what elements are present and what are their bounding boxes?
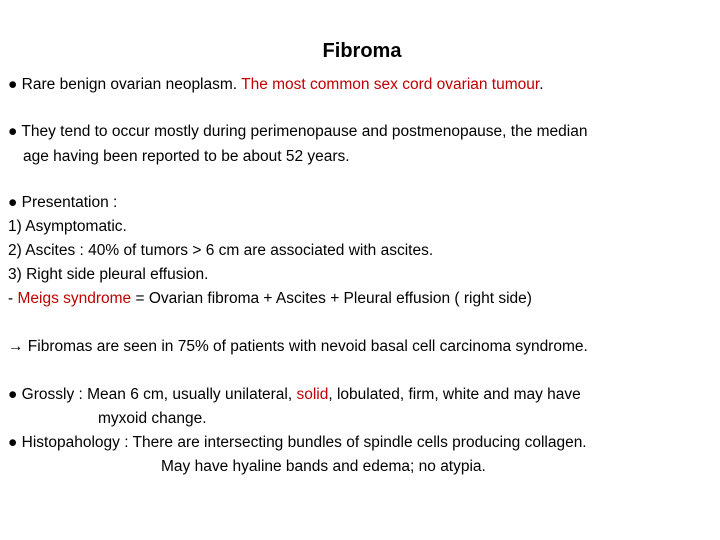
histo-line-2: May have hyaline bands and edema; no atypia. [161,458,486,475]
presentation-item-2: 2) Ascites : 40% of tumors > 6 cm are associated with ascites. [8,242,434,259]
meigs-line [8,288,532,310]
nevoid-line: → Fibromas are seen in 75% of patients with nevoid basal cell carcinoma syndrome. [8,338,588,355]
intro-end: . [539,76,544,93]
presentation-heading: ● Presentation : [8,194,118,211]
grossly-line-2: myxoid change. [98,410,207,427]
grossly-prefix: ● Grossly : Mean 6 cm, usually unilateral, [8,386,297,403]
grossly-line-1 [8,384,581,406]
histo-line-1: ● Histopahology : There are intersecting bundles of spindle cells producing collagen. [8,434,587,451]
grossly-rest: , lobulated, firm, white and may have [328,386,581,403]
intro-text: Rare benign ovarian neoplasm. [17,76,242,93]
presentation-item-3: 3) Right side pleural effusion. [8,266,209,283]
presentation-item-1: 1) Asymptomatic. [8,218,127,235]
age-line-2: age having been reported to be about 52 years. [23,148,350,165]
intro-line [8,74,544,96]
meigs-prefix: - [8,290,18,307]
intro-highlight: The most common sex cord ovarian tumour [241,76,540,93]
meigs-term: Meigs syndrome [17,290,132,307]
age-line-1: ● They tend to occur mostly during perimenopause and postmenopause, the median [8,123,588,140]
meigs-definition: = Ovarian fibroma + Ascites + Pleural effusion ( right side) [131,290,532,307]
grossly-highlight: solid [296,386,329,403]
intro-text: ● [8,76,18,93]
slide-title: Fibroma [322,40,402,62]
